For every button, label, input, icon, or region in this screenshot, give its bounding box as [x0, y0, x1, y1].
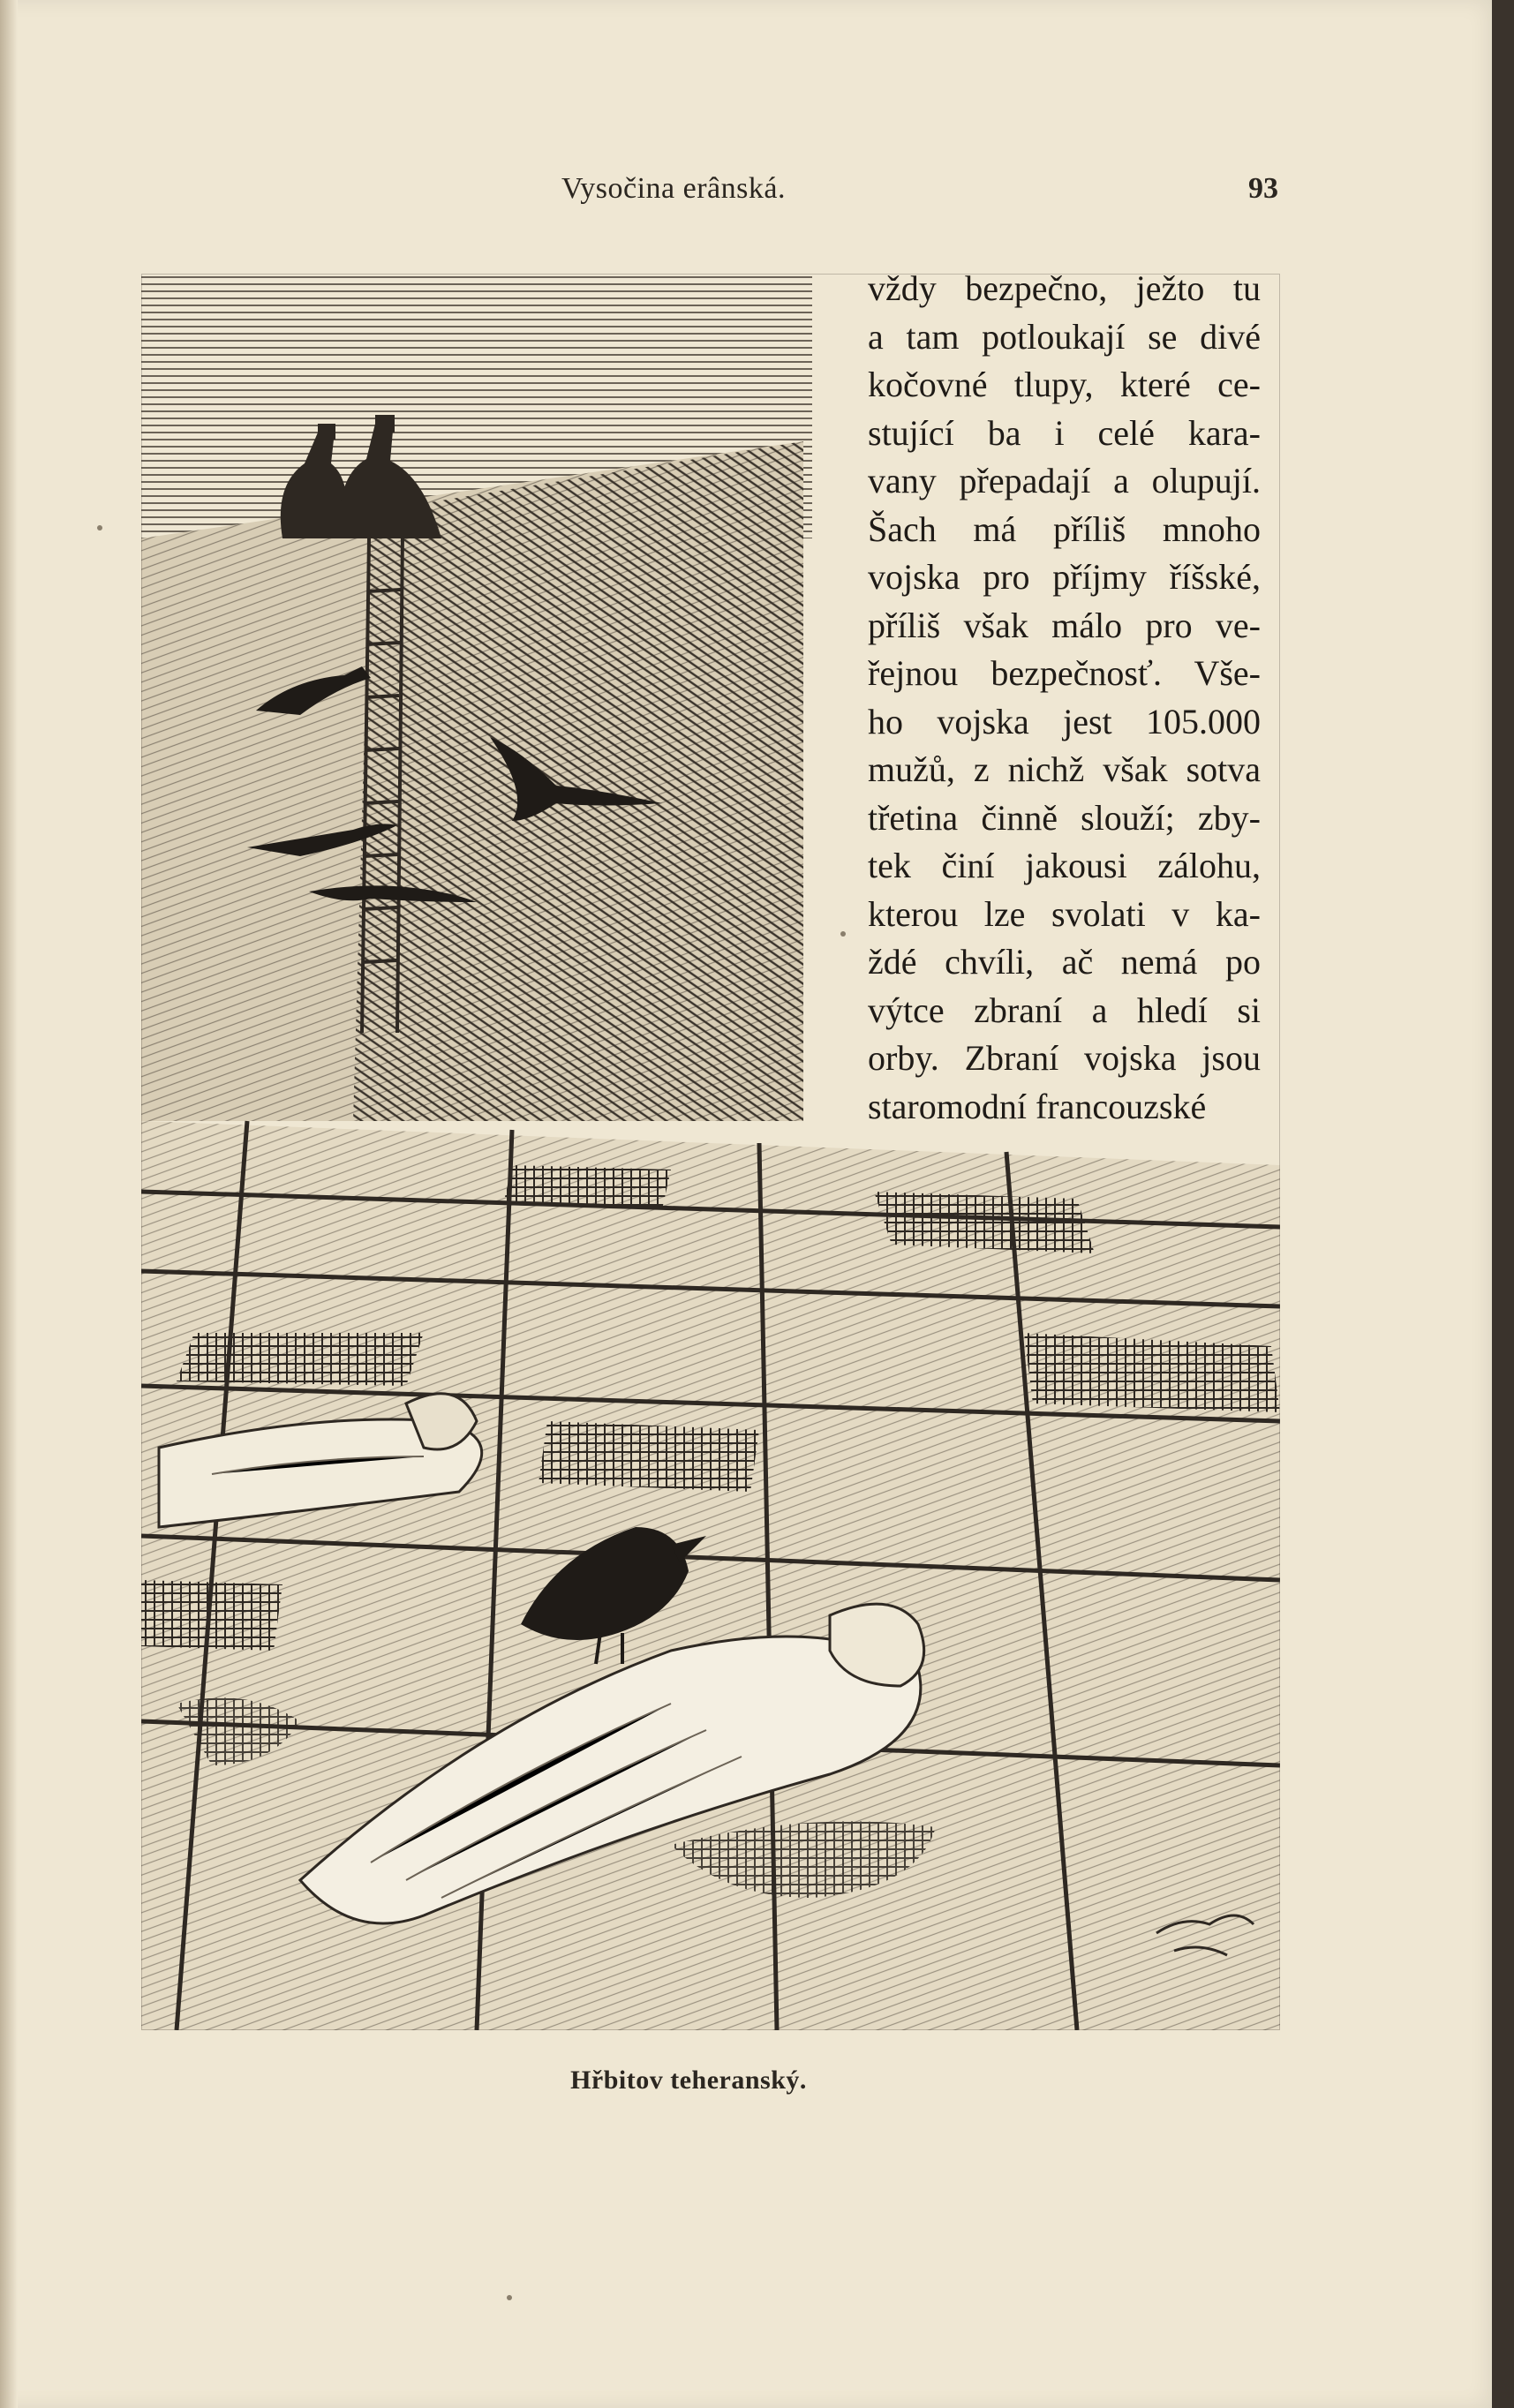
text-line: staromodní francouzské	[868, 1086, 1207, 1126]
text-line: stující ba i celé kara-	[868, 412, 1261, 453]
text-line: vany přepadají a olupují.	[868, 461, 1261, 500]
text-line: řejnou bezpečnosť. Vše-	[868, 653, 1261, 693]
ink-speck	[840, 931, 846, 937]
text-line: kočovné tlupy, které ce-	[868, 365, 1261, 404]
page-number: 93	[1248, 172, 1278, 205]
text-line: tek činí jakousi zálohu,	[868, 846, 1261, 885]
text-line: kterou lze svolati v ka-	[868, 893, 1261, 934]
binding-gutter	[0, 0, 18, 2408]
body-text-column	[868, 265, 1261, 1131]
text-line: mužů, z nichž však sotva	[868, 749, 1261, 789]
text-line: vždy bezpečno, ježto tu	[868, 268, 1261, 308]
text-line: a tam potloukají se divé	[868, 316, 1261, 357]
text-line: ždé chvíli, ač nemá po	[868, 942, 1261, 982]
text-line: Šach má příliš mnoho	[868, 508, 1261, 549]
text-line: příliš však málo pro ve-	[868, 605, 1261, 645]
ink-speck	[97, 525, 102, 531]
text-line: třetina činně slouží; zby-	[868, 797, 1261, 838]
scan-edge	[1492, 0, 1514, 2408]
text-line: ho vojska jest 105.000	[868, 701, 1261, 741]
text-line: výtce zbraní a hledí si	[868, 990, 1261, 1030]
text-line: orby. Zbraní vojska jsou	[868, 1038, 1261, 1078]
text-line: vojska pro příjmy říšské,	[868, 557, 1261, 597]
ink-speck	[507, 2295, 512, 2300]
cemetery-wall	[141, 441, 803, 1121]
running-header-title: Vysočina erânská.	[561, 172, 786, 205]
figure-caption: Hřbitov teheranský.	[570, 2066, 807, 2095]
